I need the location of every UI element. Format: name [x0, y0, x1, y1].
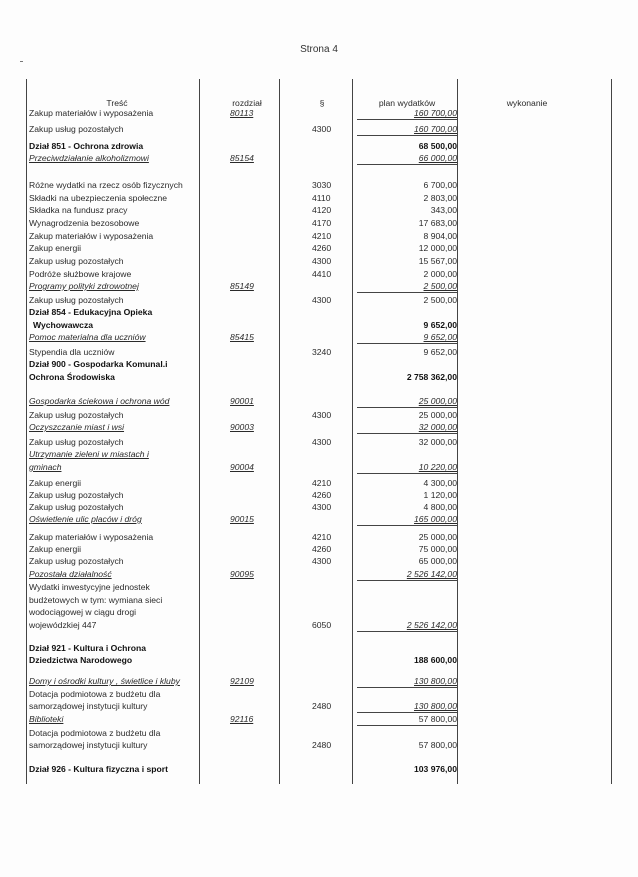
table-row: [27, 107, 611, 119]
table-row: [27, 675, 611, 687]
table-row: [27, 306, 611, 318]
cell-tresc: Dział 921 - Kultura i Ochrona: [29, 643, 146, 653]
cell-plan: 68 500,00: [418, 141, 457, 151]
table-row: [27, 594, 611, 606]
cell-plan: 188 600,00: [413, 655, 457, 665]
table-row: [27, 268, 611, 280]
cell-plan: 2 500,00: [423, 295, 457, 305]
cell-rozdzial: 85415: [230, 332, 254, 342]
table-row: [27, 489, 611, 501]
cell-rozdzial: 90001: [230, 396, 254, 406]
sum-underline: [357, 525, 457, 526]
cell-tresc: samorządowej instytucji kultury: [29, 740, 148, 750]
cell-plan: 25 000,00: [418, 532, 457, 542]
cell-plan: 130 800,00: [413, 701, 457, 711]
table-row: [27, 543, 611, 555]
cell-rozdzial: 92116: [230, 714, 254, 724]
cell-plan: 2 758 362,00: [406, 372, 457, 382]
table-row: [27, 501, 611, 513]
cell-rozdzial: 90095: [230, 569, 254, 579]
cell-paragraf: 4170: [312, 218, 332, 228]
cell-tresc: Zakup usług pozostałych: [29, 556, 124, 566]
cell-paragraf: 4110: [312, 193, 331, 203]
table-row: [27, 409, 611, 421]
cell-rozdzial: 85154: [230, 153, 254, 163]
cell-tresc: Zakup usług pozostałych: [29, 410, 124, 420]
cell-tresc: Wynagrodzenia bezosobowe: [29, 218, 140, 228]
sum-underline: [357, 725, 457, 726]
cell-tresc: Stypendia dla uczniów: [29, 347, 115, 357]
cell-plan: 1 120,00: [423, 490, 457, 500]
cell-plan: 8 904,00: [423, 231, 457, 241]
cell-tresc: Dotacja podmiotowa z budżetu dla: [29, 728, 161, 738]
cell-rozdzial: 80113: [230, 108, 254, 118]
cell-tresc: gminach: [29, 462, 62, 472]
cell-plan: 9 652,00: [423, 320, 457, 330]
cell-tresc: Dział 900 - Gospodarka Komunal.i: [29, 359, 168, 369]
cell-tresc: Dział 926 - Kultura fizyczna i sport: [29, 764, 168, 774]
table-row: [27, 217, 611, 229]
cell-plan: 32 000,00: [418, 422, 457, 432]
table-row: [27, 654, 611, 666]
cell-plan: 66 000,00: [418, 153, 457, 163]
cell-paragraf: 4210: [312, 532, 332, 542]
table-row: [27, 204, 611, 216]
cell-plan: 4 800,00: [423, 502, 457, 512]
cell-rozdzial: 90003: [230, 422, 254, 432]
cell-plan: 12 000,00: [418, 243, 457, 253]
cell-paragraf: 2480: [312, 701, 332, 711]
cell-tresc: Wydatki inwestycyjne jednostek: [29, 582, 150, 592]
cell-tresc: Biblioteki: [29, 714, 64, 724]
cell-tresc: Dotacja podmiotowa z budżetu dla: [29, 689, 161, 699]
sum-underline: [357, 343, 457, 344]
cell-paragraf: 3240: [312, 347, 332, 357]
cell-tresc: Składka na fundusz pracy: [29, 205, 128, 215]
table-row: [27, 700, 611, 712]
cell-paragraf: 4300: [312, 124, 332, 134]
table-row: [27, 461, 611, 473]
cell-plan: 32 000,00: [418, 437, 457, 447]
cell-tresc: Ochrona Środowiska: [29, 372, 115, 382]
table-row: [27, 763, 611, 775]
table-row: [27, 568, 611, 580]
table-row: [27, 395, 611, 407]
cell-plan: 2 803,00: [423, 193, 457, 203]
table-row: [27, 280, 611, 292]
cell-tresc: Podróże służbowe krajowe: [29, 269, 132, 279]
cell-tresc: Dział 851 - Ochrona zdrowia: [29, 141, 144, 151]
cell-tresc: Domy i ośrodki kultury , świetlice i kluby: [29, 676, 180, 686]
cell-rozdzial: 85149: [230, 281, 254, 291]
cell-plan: 25 000,00: [418, 410, 457, 420]
scan-mark: [20, 61, 23, 62]
table-row: [27, 346, 611, 358]
sum-underline: [357, 631, 457, 632]
cell-tresc: Przeciwdziałanie alkoholizmowi: [29, 153, 149, 163]
cell-tresc: wodociągowej w ciągu drogi: [29, 607, 137, 617]
table-row: [27, 642, 611, 654]
cell-paragraf: 4300: [312, 295, 332, 305]
cell-plan: 17 683,00: [418, 218, 457, 228]
cell-plan: 10 220,00: [418, 462, 457, 472]
table-row: [27, 739, 611, 751]
table-row: [27, 371, 611, 383]
cell-plan: 2 526 142,00: [406, 620, 457, 630]
table-row: [27, 242, 611, 254]
sum-underline: [357, 433, 457, 434]
table-row: [27, 331, 611, 343]
table-row: [27, 255, 611, 267]
cell-plan: 65 000,00: [418, 556, 457, 566]
cell-tresc: Programy polityki zdrowotnej: [29, 281, 139, 291]
table-row: [27, 619, 611, 631]
table-row: [27, 123, 611, 135]
cell-tresc: Oczyszczanie miast i wsi: [29, 422, 125, 432]
cell-plan: 2 500,00: [423, 281, 457, 291]
table-row: [27, 713, 611, 725]
cell-tresc: Zakup usług pozostałych: [29, 256, 124, 266]
cell-tresc: Gospodarka ściekowa i ochrona wód: [29, 396, 170, 406]
sum-underline: [357, 135, 457, 136]
table-row: [27, 581, 611, 593]
header-wykonanie: wykonanie: [506, 98, 548, 108]
cell-paragraf: 4210: [312, 478, 332, 488]
cell-tresc: Pomoc materialna dla uczniów: [29, 332, 146, 342]
cell-paragraf: 4300: [312, 437, 332, 447]
cell-tresc: budżetowych w tym: wymiana sieci: [29, 595, 163, 605]
cell-tresc: Zakup usług pozostałych: [29, 490, 124, 500]
cell-rozdzial: 92109: [230, 676, 254, 686]
table-row: [27, 140, 611, 152]
cell-plan: 343,00: [430, 205, 457, 215]
cell-tresc: Zakup energii: [29, 544, 82, 554]
budget-table: [26, 79, 612, 784]
table-row: [27, 294, 611, 306]
page-number: Strona 4: [300, 44, 338, 55]
cell-tresc: Wychowawcza: [33, 320, 94, 330]
cell-tresc: Zakup materiałów i wyposażenia: [29, 108, 154, 118]
table-row: [27, 477, 611, 489]
sum-underline: [357, 407, 457, 408]
cell-paragraf: 3030: [312, 180, 332, 190]
table-row: [27, 531, 611, 543]
cell-tresc: Zakup energii: [29, 243, 82, 253]
cell-plan: 2 000,00: [423, 269, 457, 279]
cell-plan: 2 526 142,00: [406, 569, 457, 579]
cell-plan: 15 567,00: [418, 256, 457, 266]
cell-paragraf: 4300: [312, 256, 332, 266]
cell-tresc: samorządowej instytucji kultury: [29, 701, 148, 711]
cell-tresc: Zakup materiałów i wyposażenia: [29, 532, 154, 542]
cell-plan: 165 000,00: [413, 514, 457, 524]
cell-paragraf: 4410: [312, 269, 332, 279]
header-paragraf: §: [319, 98, 325, 108]
table-row: [27, 448, 611, 460]
cell-plan: 160 700,00: [413, 124, 457, 134]
table-row: [27, 152, 611, 164]
table-row: [27, 436, 611, 448]
cell-tresc: Utrzymanie zieleni w miastach i: [29, 449, 149, 459]
cell-plan: 9 652,00: [423, 347, 457, 357]
cell-tresc: Różne wydatki na rzecz osób fizycznych: [29, 180, 183, 190]
cell-tresc: Zakup energii: [29, 478, 82, 488]
table-row: [27, 319, 611, 331]
cell-plan: 57 800,00: [418, 714, 457, 724]
cell-paragraf: 2480: [312, 740, 332, 750]
cell-paragraf: 6050: [312, 620, 332, 630]
table-row: [27, 192, 611, 204]
table-row: [27, 513, 611, 525]
cell-paragraf: 4120: [312, 205, 332, 215]
cell-tresc: Zakup usług pozostałych: [29, 124, 124, 134]
cell-plan: 9 652,00: [423, 332, 457, 342]
cell-plan: 75 000,00: [418, 544, 457, 554]
cell-tresc: Zakup usług pozostałych: [29, 437, 124, 447]
cell-plan: 130 800,00: [413, 676, 457, 686]
cell-paragraf: 4300: [312, 410, 332, 420]
cell-tresc: Dział 854 - Edukacyjna Opieka: [29, 307, 153, 317]
table-row: [27, 555, 611, 567]
cell-tresc: Składki na ubezpieczenia społeczne: [29, 193, 168, 203]
header-plan: plan wydatków: [378, 98, 436, 108]
cell-paragraf: 4260: [312, 490, 332, 500]
cell-tresc: Zakup usług pozostałych: [29, 502, 124, 512]
sum-underline: [357, 292, 457, 293]
cell-tresc: wojewódzkiej 447: [29, 620, 97, 630]
cell-paragraf: 4300: [312, 556, 332, 566]
cell-paragraf: 4260: [312, 544, 332, 554]
cell-plan: 4 300,00: [423, 478, 457, 488]
cell-plan: 103 976,00: [413, 764, 457, 774]
table-row: [27, 421, 611, 433]
sum-underline: [357, 119, 457, 120]
cell-tresc: Dziedzictwa Narodowego: [29, 655, 133, 665]
cell-tresc: Zakup usług pozostałych: [29, 295, 124, 305]
cell-tresc: Oświetlenie ulic placów i dróg: [29, 514, 142, 524]
cell-plan: 57 800,00: [418, 740, 457, 750]
cell-rozdzial: 90004: [230, 462, 254, 472]
cell-plan: 25 000,00: [418, 396, 457, 406]
sum-underline: [357, 164, 457, 165]
table-row: [27, 179, 611, 191]
cell-plan: 6 700,00: [423, 180, 457, 190]
cell-plan: 160 700,00: [413, 108, 457, 118]
header-tresc: Treść: [106, 98, 128, 108]
table-row: [27, 688, 611, 700]
cell-paragraf: 4260: [312, 243, 332, 253]
header-rozdzial: rozdział: [232, 98, 262, 108]
cell-rozdzial: 90015: [230, 514, 254, 524]
cell-paragraf: 4300: [312, 502, 332, 512]
cell-tresc: Pozostała działalność: [29, 569, 112, 579]
cell-paragraf: 4210: [312, 231, 332, 241]
sum-underline: [357, 473, 457, 474]
table-row: [27, 606, 611, 618]
table-row: [27, 727, 611, 739]
table-row: [27, 358, 611, 370]
table-row: [27, 230, 611, 242]
cell-tresc: Zakup materiałów i wyposażenia: [29, 231, 154, 241]
